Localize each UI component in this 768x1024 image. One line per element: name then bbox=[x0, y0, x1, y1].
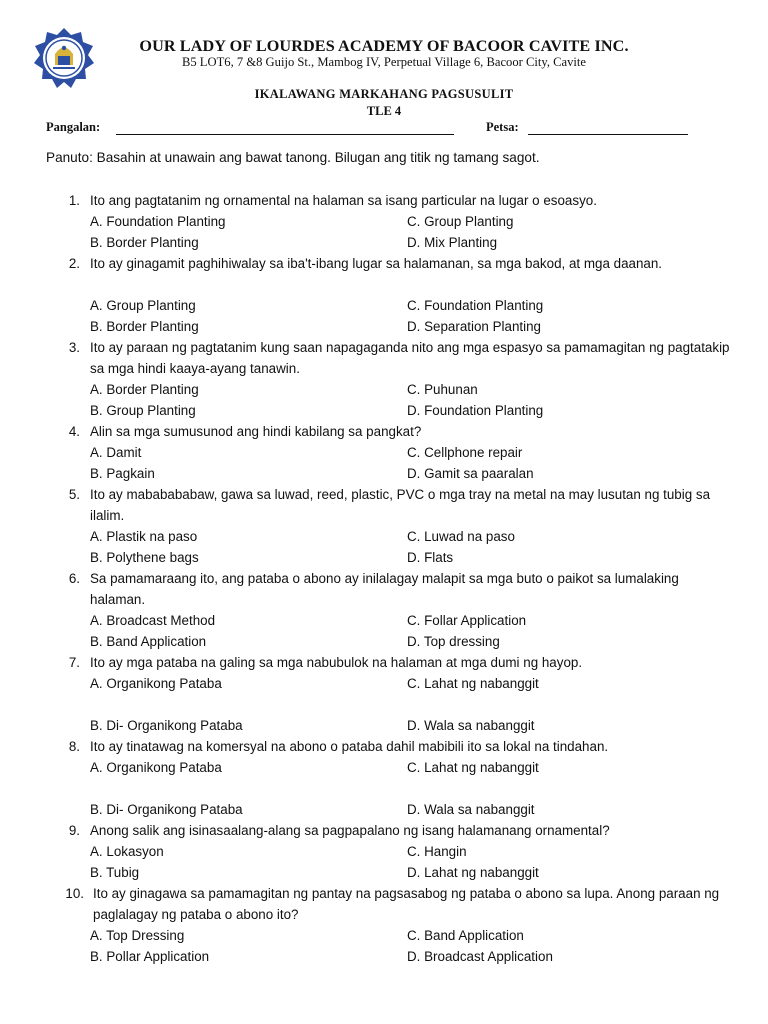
question-number: 5. bbox=[68, 487, 80, 502]
choice-a[interactable]: A. Group Planting bbox=[90, 298, 196, 313]
choice-a[interactable]: A. Foundation Planting bbox=[90, 214, 226, 229]
question-text: Ito ay tinatawag na komersyal na abono o pataba dahil mabibili ito sa lokal na tindahan. bbox=[90, 739, 609, 754]
choice-a[interactable]: A. Organikong Pataba bbox=[90, 760, 222, 775]
choice-c[interactable]: C. Foundation Planting bbox=[407, 298, 544, 313]
choice-a[interactable]: A. Lokasyon bbox=[90, 844, 164, 859]
choice-d[interactable]: D. Wala sa nabanggit bbox=[407, 718, 535, 733]
date-label: Petsa: bbox=[486, 120, 519, 134]
question-text: Ito ay mababababaw, gawa sa luwad, reed, plastic, PVC o mga tray na metal na may lusutan ng tubig sa ilalim. bbox=[90, 487, 711, 523]
choice-d[interactable]: D. Lahat ng nabanggit bbox=[407, 865, 539, 880]
name-label: Pangalan: bbox=[46, 120, 101, 134]
name-field[interactable] bbox=[116, 134, 454, 135]
question-number: 2. bbox=[68, 256, 80, 271]
exam-subject: TLE 4 bbox=[366, 104, 402, 118]
question-text: Anong salik ang isinasaalang-alang sa pagpapalano ng isang halamanang ornamental? bbox=[90, 823, 610, 838]
choice-b[interactable]: B. Pollar Application bbox=[90, 949, 210, 964]
choice-d[interactable]: D. Separation Planting bbox=[407, 319, 541, 334]
choice-a[interactable]: A. Damit bbox=[90, 445, 142, 460]
question-text: Ito ay mga pataba na galing sa mga nabubulok na halaman at mga dumi ng hayop. bbox=[90, 655, 583, 670]
choice-b[interactable]: B. Tubig bbox=[90, 865, 140, 880]
choice-a[interactable]: A. Border Planting bbox=[90, 382, 199, 397]
choice-d[interactable]: D. Foundation Planting bbox=[407, 403, 544, 418]
choice-b[interactable]: B. Border Planting bbox=[90, 319, 199, 334]
choice-d[interactable]: D. Mix Planting bbox=[407, 235, 498, 250]
choice-d[interactable]: D. Flats bbox=[407, 550, 454, 565]
choice-c[interactable]: C. Follar Application bbox=[407, 613, 527, 628]
choice-a[interactable]: A. Plastik na paso bbox=[90, 529, 198, 544]
choice-c[interactable]: C. Cellphone repair bbox=[407, 445, 523, 460]
school-address: B5 LOT6, 7 &8 Guijo St., Mambog IV, Perpetual Village 6, Bacoor City, Cavite bbox=[181, 55, 587, 69]
choice-b[interactable]: B. Pagkain bbox=[90, 466, 155, 481]
date-field[interactable] bbox=[528, 134, 688, 135]
choice-c[interactable]: C. Band Application bbox=[407, 928, 524, 943]
choice-d[interactable]: D. Top dressing bbox=[407, 634, 500, 649]
question-text: Sa pamamaraang ito, ang pataba o abono ay inilalagay malapit sa mga buto o paikot sa lumalaking halaman. bbox=[90, 571, 679, 607]
choice-b[interactable]: B. Di- Organikong Pataba bbox=[90, 802, 243, 817]
question-number: 9. bbox=[68, 823, 80, 838]
instructions: Panuto: Basahin at unawain ang bawat tanong. Bilugan ang titik ng tamang sagot. bbox=[46, 150, 540, 165]
question-number: 4. bbox=[68, 424, 80, 439]
question-text: Alin sa mga sumusunod ang hindi kabilang sa pangkat? bbox=[90, 424, 422, 439]
choice-b[interactable]: B. Di- Organikong Pataba bbox=[90, 718, 243, 733]
choice-b[interactable]: B. Polythene bags bbox=[90, 550, 199, 565]
choice-c[interactable]: C. Puhunan bbox=[407, 382, 478, 397]
choice-a[interactable]: A. Top Dressing bbox=[90, 928, 185, 943]
choice-c[interactable]: C. Hangin bbox=[407, 844, 467, 859]
question-number: 1. bbox=[68, 193, 80, 208]
choice-d[interactable]: D. Wala sa nabanggit bbox=[407, 802, 535, 817]
choice-a[interactable]: A. Organikong Pataba bbox=[90, 676, 222, 691]
exam-title: IKALAWANG MARKAHANG PAGSUSULIT bbox=[254, 87, 514, 101]
choice-c[interactable]: C. Luwad na paso bbox=[407, 529, 515, 544]
question-number: 7. bbox=[68, 655, 80, 670]
question-number: 10. bbox=[65, 886, 84, 901]
question-text: Ito ay paraan ng pagtatanim kung saan napagaganda nito ang mga espasyo sa pamamagitan ng pagtatakip sa mga hindi kaaya-ayang tanawin. bbox=[90, 340, 730, 376]
question-number: 3. bbox=[68, 340, 80, 355]
choice-b[interactable]: B. Band Application bbox=[90, 634, 207, 649]
question-text: Ito ang pagtatanim ng ornamental na halaman sa isang particular na lugar o esoasyo. bbox=[90, 193, 597, 208]
question-number: 8. bbox=[68, 739, 80, 754]
choice-c[interactable]: C. Lahat ng nabanggit bbox=[407, 760, 539, 775]
choice-c[interactable]: C. Lahat ng nabanggit bbox=[407, 676, 539, 691]
choice-b[interactable]: B. Border Planting bbox=[90, 235, 199, 250]
question-number: 6. bbox=[68, 571, 80, 586]
choice-c[interactable]: C. Group Planting bbox=[407, 214, 514, 229]
question-text: Ito ay ginagawa sa pamamagitan ng pantay na pagsasabog ng pataba o abono sa lupa. Anong paraan ng paglalagay ng pataba o abono ito? bbox=[93, 886, 720, 922]
school-seal-icon bbox=[33, 27, 95, 89]
school-name: OUR LADY OF LOURDES ACADEMY OF BACOOR CAVITE INC. bbox=[139, 37, 629, 55]
question-text: Ito ay ginagamit paghihiwalay sa iba't-ibang lugar sa halamanan, sa mga bakod, at mga daanan. bbox=[90, 256, 663, 271]
choice-d[interactable]: D. Broadcast Application bbox=[407, 949, 553, 964]
choice-b[interactable]: B. Group Planting bbox=[90, 403, 196, 418]
choice-d[interactable]: D. Gamit sa paaralan bbox=[407, 466, 534, 481]
choice-a[interactable]: A. Broadcast Method bbox=[90, 613, 216, 628]
